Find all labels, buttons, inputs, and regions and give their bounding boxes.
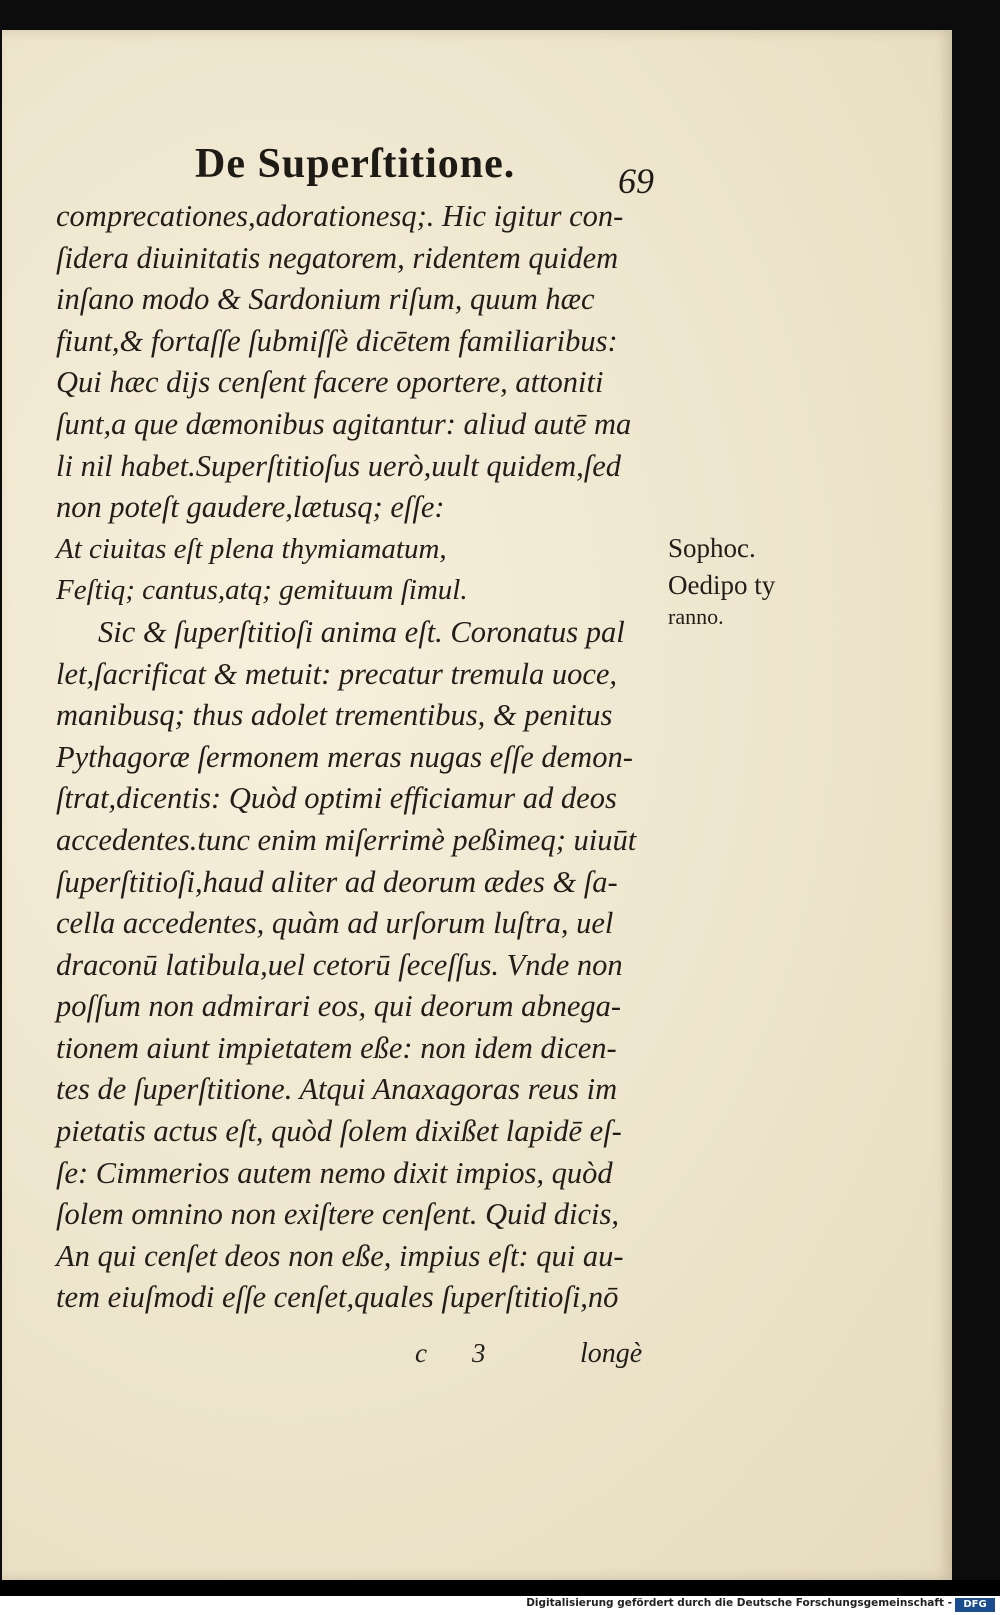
text-line: tionem aiunt impietatem eße: non idem dicen- [56,1030,617,1065]
text-line: cella accedentes, quàm ad urſorum luſtra, uel [56,906,614,941]
text-line: Qui hæc dijs cenſent facere oportere, attoniti [56,365,604,400]
text-line: tem eiuſmodi eſſe cenſet,quales ſuperſtitioſi,nō [56,1280,619,1315]
text-line: comprecationes,adorationesq;. Hic igitur con- [56,199,624,233]
text-line: inſano modo & Sardonium riſum, quum hæc [56,282,595,317]
text-line: accedentes.tunc enim miſerrimè peßimeq; uiuūt [56,822,637,857]
text-line: ſuperſtitioſi,haud aliter ad deorum ædes & ſa- [56,864,618,899]
signature-number: 3 [472,1338,486,1368]
text-line: manibusq; thus adolet trementibus, & penitus [56,698,613,733]
text-line: draconū latibula,uel cetorū ſeceſſus. Vnde non [56,947,623,982]
text-line: non poteſt gaudere,lætusq; eſſe: [56,490,445,525]
margin-note [668,530,775,630]
verse-line: Feſtiq; cantus,atq; gemituum ſimul. [56,574,468,607]
digitization-credit: Digitalisierung gefördert durch die Deutsche Forschungsgemeinschaft - [526,1597,952,1609]
signature-mark: c [415,1338,427,1368]
text-line: ſidera diuinitatis negatorem, ridentem quidem [56,240,619,275]
text-line: ſtrat,dicentis: Quòd optimi efficiamur ad deos [56,781,617,816]
text-line: Sic & ſuperſtitioſi anima eſt. Coronatus pal [98,614,625,649]
running-header: De Superſtitione. [195,141,516,187]
text-line: poſſum non admirari eos, qui deorum abnega- [56,989,622,1024]
body-text [56,196,666,1319]
margin-note-line: Sophoc. [668,533,756,563]
text-line: ſunt,a que dæmonibus agitantur: aliud autē ma [56,406,632,441]
margin-note-line: Oedipo ty [668,570,776,600]
text-line: tes de ſuperſtitione. Atqui Anaxagoras reus im [56,1072,618,1107]
verse-line: At ciuitas eſt plena thymiamatum, [56,532,447,565]
text-line: ſolem omnino non exiſtere cenſent. Quid dicis, [56,1197,619,1232]
text-line: li nil habet.Superſtitioſus uerò,uult quidem,ſed [56,448,622,483]
catchword: longè [580,1338,643,1369]
dfg-logo: DFG [955,1598,995,1612]
text-line: An qui cenſet deos non eße, impius eſt: qui au- [56,1238,624,1273]
text-line: ſe: Cimmerios autem nemo dixit impios, quòd [56,1155,613,1190]
text-line: pietatis actus eſt, quòd ſolem dixißet lapidē eſ- [56,1114,622,1149]
text-line: fiunt,& fortaſſe ſubmiſſè dicētem familiaribus: [56,323,618,358]
text-line: Pythagoræ ſermonem meras nugas eſſe demon- [56,739,633,774]
text-line: let,ſacrificat & metuit: precatur tremula uoce, [56,656,618,691]
margin-note-line: ranno. [668,604,724,629]
page-number: 69 [618,161,654,201]
